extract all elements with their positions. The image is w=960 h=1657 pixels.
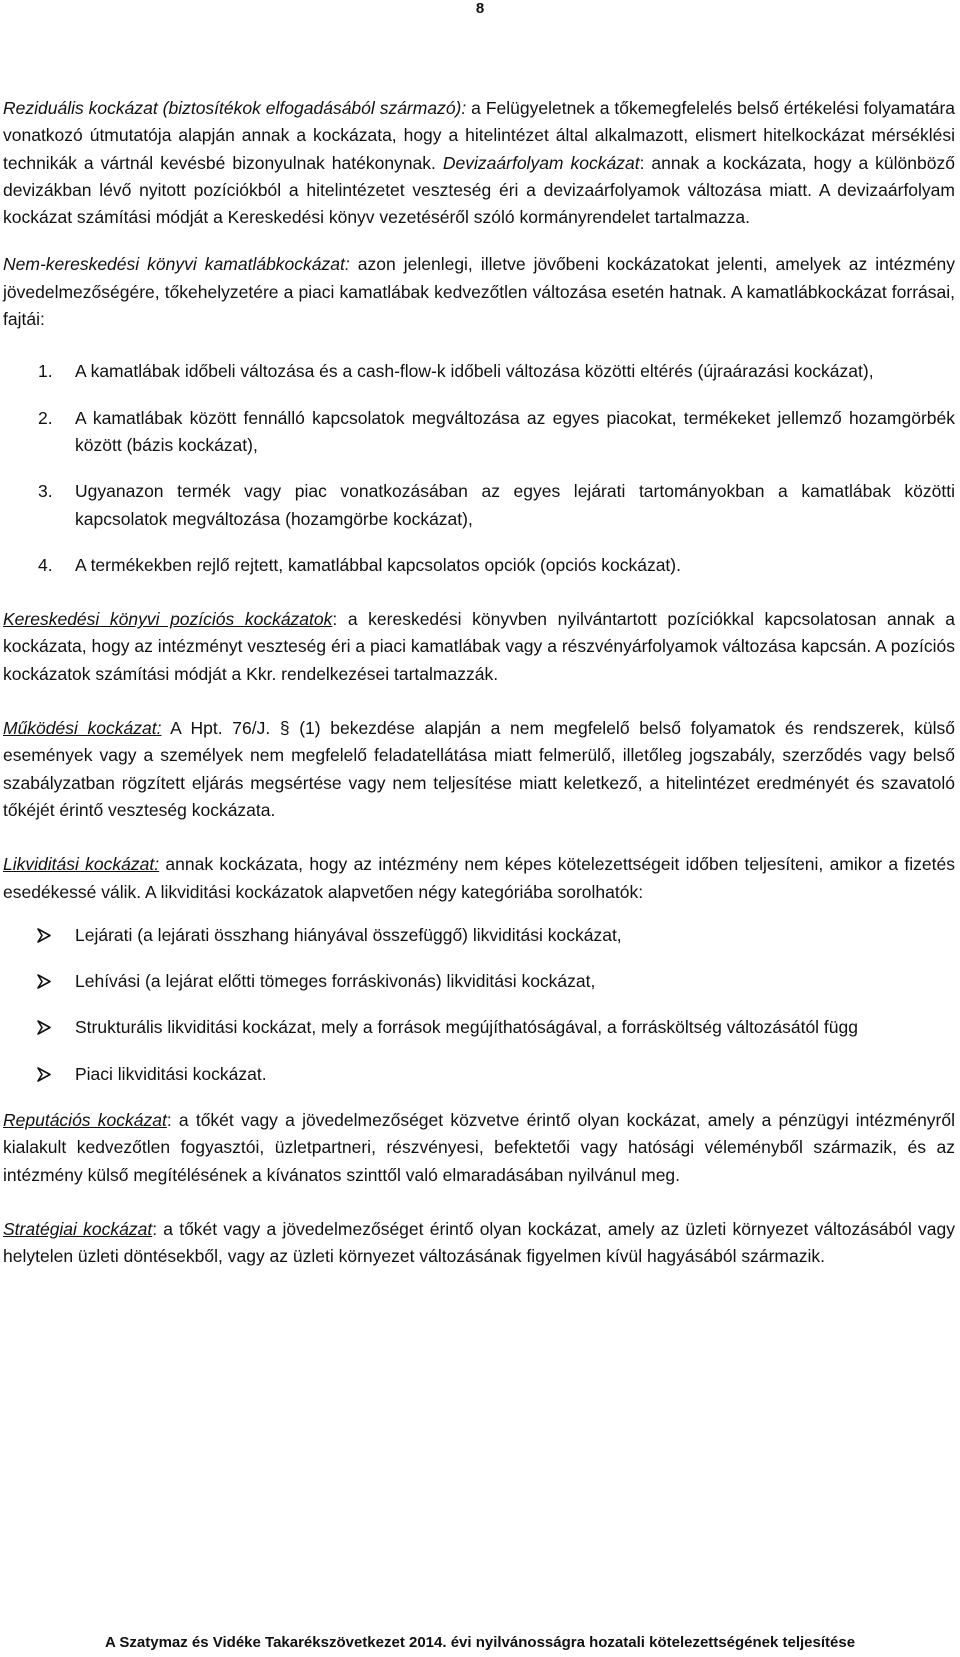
- text-liquidity-risk: annak kockázata, hogy az intézmény nem képes kötelezettségeit időben teljesíteni, amikor a fizetés esedékessé válik. A likviditási kockázatok alapvetően négy kategóriába sorolhatók:: [3, 854, 955, 902]
- paragraph-strategic-risk: [3, 1216, 955, 1271]
- list-item: [3, 552, 955, 579]
- text-strategic-risk: : a tőkét vagy a jövedelmezőséget érintő olyan kockázat, amely az üzleti környezet változásából vagy helytelen üzleti döntésekből, vagy az üzleti környezet változásának figyelmen kívül hagyásából származik.: [3, 1218, 956, 1267]
- text-fx-risk: : annak a kockázata, hogy a különböző devizákban lévő nyitott pozíciókból a hitelintézetet veszteség éri a devizaárfolyamok változása miatt. A devizaárfolyam kockázat számítási módját a Kereskedési könyv vezetéséről szóló kormányrendelet tartalmazza.: [3, 152, 955, 228]
- term-position-risk: Kereskedési könyvi pozíciós kockázatok: [3, 609, 333, 630]
- list-item-text: Ugyanazon termék vagy piac vonatkozásában az egyes lejárati tartományokban a kamatlábak közötti kapcsolatok megváltozása (hozamgörbe kockázat),: [75, 481, 955, 529]
- list-item-text: Lehívási (a lejárat előtti tömeges forráskivonás) likviditási kockázat,: [75, 971, 596, 992]
- paragraph-operational-risk: [3, 715, 955, 824]
- arrow-bullet-icon: [37, 928, 51, 943]
- document-body: [3, 95, 955, 1271]
- paragraph-position-risk: [3, 606, 955, 688]
- arrow-bullet-icon: [37, 1067, 51, 1082]
- paragraph-liquidity-risk: [3, 851, 955, 906]
- liquidity-risk-list: [3, 922, 955, 1088]
- list-number: 2.: [38, 407, 53, 428]
- page-number: 8: [475, 0, 485, 17]
- list-item-text: A kamatlábak időbeli változása és a cash-flow-k időbeli változása közötti eltérés (újraárazási kockázat),: [75, 361, 874, 382]
- text-residual-risk: a Felügyeletnek a tőkemegfelelés belső értékelési folyamatára vonatkozó útmutatója alapján annak a kockázata, hogy a hitelintézet által alkalmazott, elismert hitelkockázat mérséklési technikák a vártnál kevésbé bizonyulnak hatékonynak.: [3, 98, 956, 173]
- page-footer: A Szatymaz és Vidéke Takarékszövetkezet 2014. évi nyilvánosságra hozatali kötelezettségének teljesítése: [104, 1634, 856, 1651]
- term-residual-risk: Reziduális kockázat (biztosítékok elfogadásából származó):: [3, 98, 467, 118]
- list-number: 1.: [38, 361, 53, 382]
- term-strategic-risk: Stratégiai kockázat: [3, 1218, 153, 1239]
- list-item: [3, 358, 955, 385]
- list-item-text: Piaci likviditási kockázat.: [75, 1063, 267, 1084]
- arrow-bullet-icon: [37, 1020, 51, 1035]
- list-item-text: A kamatlábak között fennálló kapcsolatok megváltozása az egyes piacokat, termékeket jellemző hozamgörbék között (bázis kockázat),: [75, 407, 955, 455]
- term-operational-risk: Működési kockázat:: [3, 718, 162, 739]
- interest-rate-risk-list: [3, 358, 955, 579]
- term-liquidity-risk: Likviditási kockázat:: [3, 854, 160, 875]
- term-reputational-risk: Reputációs kockázat: [3, 1110, 167, 1131]
- list-number: 4.: [38, 554, 53, 575]
- term-fx-risk: Devizaárfolyam kockázat: [442, 152, 640, 173]
- text-reputational-risk: : a tőkét vagy a jövedelmezőséget közvetve érintő olyan kockázat, amely a pénzügyi intézményről kialakult kedvezőtlen fogyasztói, üzletpartneri, részvényesi, befektetői vagy hatósági véleményből származik, és az intézmény külső megítélésének a kívánatos szinttől való elmaradásában nyilvánul meg.: [3, 1110, 956, 1185]
- list-item-text: Lejárati (a lejárati összhang hiányával összefüggő) likviditási kockázat,: [75, 924, 622, 945]
- paragraph-interest-rate-risk: [3, 251, 955, 333]
- arrow-bullet-icon: [37, 974, 51, 989]
- text-position-risk: : a kereskedési könyvben nyilvántartott pozíciókkal kapcsolatosan annak a kockázata, hogy az intézményt veszteség éri a piaci kamatlábak vagy a részvényárfolyamok változása kapcsán. A pozíciós kockázatok számítási módját a Kkr. rendelkezései tartalmazzák.: [3, 609, 955, 684]
- list-number: 3.: [38, 481, 53, 502]
- list-item-text: Strukturális likviditási kockázat, mely a források megújíthatóságával, a forrásköltség változásától függ: [75, 1017, 858, 1038]
- list-item-text: A termékekben rejlő rejtett, kamatlábbal kapcsolatos opciók (opciós kockázat).: [75, 554, 681, 575]
- list-item: [3, 968, 955, 995]
- paragraph-residual-risk: [3, 95, 955, 231]
- list-item: [3, 405, 955, 460]
- list-item: [3, 922, 955, 949]
- list-item: [3, 1061, 955, 1088]
- term-interest-rate-risk: Nem-kereskedési könyvi kamatlábkockázat:: [3, 254, 350, 275]
- list-item: [3, 1014, 955, 1041]
- text-operational-risk: A Hpt. 76/J. § (1) bekezdése alapján a nem megfelelő belső folyamatok és rendszerek, külső események vagy a személyek nem megfelelő feladatellátása miatt felmerülő, illetőleg jogszabály, szerződés vagy belső szabályzatban rögzített eljárás megsértése vagy nem teljesítése miatt keletkező, a hitelintézet eredményét és szavatoló tőkéjét érintő veszteség kockázata.: [3, 718, 955, 820]
- paragraph-reputational-risk: [3, 1107, 955, 1189]
- list-item: [3, 478, 955, 533]
- text-interest-rate-risk: azon jelenlegi, illetve jövőbeni kockázatokat jelenti, amelyek az intézmény jövedelmezőségére, tőkehelyzetére a piaci kamatlábak kedvezőtlen változása esetén hatnak. A kamatlábkockázat forrásai, fajtái:: [3, 254, 955, 330]
